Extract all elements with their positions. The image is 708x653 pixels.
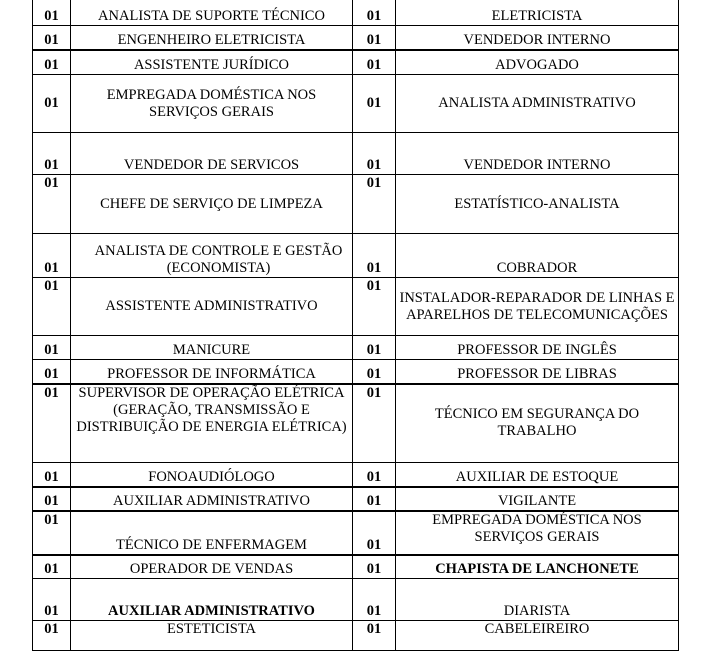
quantity-cell: 01 bbox=[353, 555, 396, 579]
quantity-cell: 01 bbox=[353, 175, 396, 234]
job-title-cell: CHAPISTA DE LANCHONETE bbox=[396, 555, 679, 579]
quantity-cell: 01 bbox=[353, 511, 396, 555]
job-title-cell: EMPREGADA DOMÉSTICA NOS SERVIÇOS GERAIS bbox=[71, 75, 353, 133]
job-title-cell: ESTATÍSTICO-ANALISTA bbox=[396, 175, 679, 234]
table-row bbox=[33, 133, 679, 175]
job-title-cell: PROFESSOR DE LIBRAS bbox=[396, 360, 679, 384]
job-title-cell: ELETRICISTA bbox=[396, 0, 679, 26]
job-title-cell bbox=[71, 234, 353, 278]
quantity-cell: 01 bbox=[353, 133, 396, 175]
quantity-cell: 01 bbox=[33, 555, 71, 579]
table-row bbox=[33, 75, 679, 133]
table-row bbox=[33, 487, 679, 511]
quantity-cell: 01 bbox=[33, 487, 71, 511]
quantity-cell: 01 bbox=[353, 26, 396, 50]
quantity-cell: 01 bbox=[33, 511, 71, 555]
quantity-cell: 01 bbox=[33, 50, 71, 75]
job-title-cell: FONOAUDIÓLOGO bbox=[71, 463, 353, 487]
table-row bbox=[33, 26, 679, 50]
job-title-cell: CABELEIREIRO bbox=[396, 621, 679, 651]
quantity-cell: 01 bbox=[33, 26, 71, 50]
quantity-cell: 01 bbox=[33, 175, 71, 234]
quantity-cell: 01 bbox=[33, 336, 71, 360]
quantity-cell: 01 bbox=[353, 360, 396, 384]
job-title-cell: TÉCNICO DE ENFERMAGEM bbox=[71, 511, 353, 555]
table-row bbox=[33, 384, 679, 463]
job-vacancies-table bbox=[32, 0, 679, 651]
job-title-cell: DIARISTA bbox=[396, 579, 679, 621]
table-row bbox=[33, 463, 679, 487]
quantity-cell: 01 bbox=[353, 234, 396, 278]
job-title-cell: AUXILIAR ADMINISTRATIVO bbox=[71, 579, 353, 621]
quantity-cell: 01 bbox=[353, 487, 396, 511]
job-title-cell: PROFESSOR DE INGLÊS bbox=[396, 336, 679, 360]
table-row bbox=[33, 511, 679, 555]
table-row bbox=[33, 234, 679, 278]
job-title-cell: ESTETICISTA bbox=[71, 621, 353, 651]
job-title-cell: COBRADOR bbox=[396, 234, 679, 278]
job-title-cell: AUXILIAR ADMINISTRATIVO bbox=[71, 487, 353, 511]
job-title-cell: ASSISTENTE ADMINISTRATIVO bbox=[71, 278, 353, 336]
job-title-cell: PROFESSOR DE INFORMÁTICA bbox=[71, 360, 353, 384]
quantity-cell: 01 bbox=[33, 360, 71, 384]
table-row bbox=[33, 555, 679, 579]
quantity-cell: 01 bbox=[353, 50, 396, 75]
job-title-cell: ASSISTENTE JURÍDICO bbox=[71, 50, 353, 75]
job-title-cell: AUXILIAR DE ESTOQUE bbox=[396, 463, 679, 487]
table-row bbox=[33, 50, 679, 75]
job-title-cell: ANALISTA ADMINISTRATIVO bbox=[396, 75, 679, 133]
job-title-cell: INSTALADOR-REPARADOR DE LINHAS E APARELHOS DE TELECOMUNICAÇÕES bbox=[396, 278, 679, 336]
quantity-cell: 01 bbox=[353, 75, 396, 133]
job-title-cell: VIGILANTE bbox=[396, 487, 679, 511]
quantity-cell: 01 bbox=[353, 278, 396, 336]
table-row bbox=[33, 175, 679, 234]
quantity-cell: 01 bbox=[353, 336, 396, 360]
quantity-cell: 01 bbox=[353, 579, 396, 621]
quantity-cell: 01 bbox=[33, 278, 71, 336]
job-title-cell: TÉCNICO EM SEGURANÇA DO TRABALHO bbox=[396, 384, 679, 463]
job-title-cell: ANALISTA DE SUPORTE TÉCNICO bbox=[71, 0, 353, 26]
quantity-cell: 01 bbox=[353, 463, 396, 487]
table-row bbox=[33, 579, 679, 621]
job-title-cell: SUPERVISOR DE OPERAÇÃO ELÉTRICA (GERAÇÃO, TRANSMISSÃO E DISTRIBUIÇÃO DE ENERGIA ELÉTRICA) bbox=[71, 384, 353, 463]
table-row bbox=[33, 0, 679, 26]
quantity-cell: 01 bbox=[33, 234, 71, 278]
table-row bbox=[33, 621, 679, 651]
quantity-cell: 01 bbox=[353, 621, 396, 651]
quantity-cell: 01 bbox=[33, 463, 71, 487]
quantity-cell: 01 bbox=[33, 579, 71, 621]
quantity-cell: 01 bbox=[353, 0, 396, 26]
job-title-cell: VENDEDOR INTERNO bbox=[396, 133, 679, 175]
job-title-cell: EMPREGADA DOMÉSTICA NOS SERVIÇOS GERAIS bbox=[396, 511, 679, 555]
quantity-cell: 01 bbox=[33, 621, 71, 651]
job-title-cell: ADVOGADO bbox=[396, 50, 679, 75]
job-title-cell: OPERADOR DE VENDAS bbox=[71, 555, 353, 579]
quantity-cell: 01 bbox=[33, 384, 71, 463]
quantity-cell: 01 bbox=[353, 384, 396, 463]
table-row bbox=[33, 278, 679, 336]
quantity-cell: 01 bbox=[33, 133, 71, 175]
quantity-cell: 01 bbox=[33, 0, 71, 26]
quantity-cell: 01 bbox=[33, 75, 71, 133]
table-row bbox=[33, 360, 679, 384]
job-title-cell: ENGENHEIRO ELETRICISTA bbox=[71, 26, 353, 50]
job-title-cell: MANICURE bbox=[71, 336, 353, 360]
table-row bbox=[33, 336, 679, 360]
job-title-text: ANALISTA DE CONTROLE E GESTÃO (ECONOMISTA) bbox=[94, 243, 343, 276]
job-title-cell: CHEFE DE SERVIÇO DE LIMPEZA bbox=[71, 175, 353, 234]
job-title-cell: VENDEDOR INTERNO bbox=[396, 26, 679, 50]
job-title-cell: VENDEDOR DE SERVICOS bbox=[71, 133, 353, 175]
